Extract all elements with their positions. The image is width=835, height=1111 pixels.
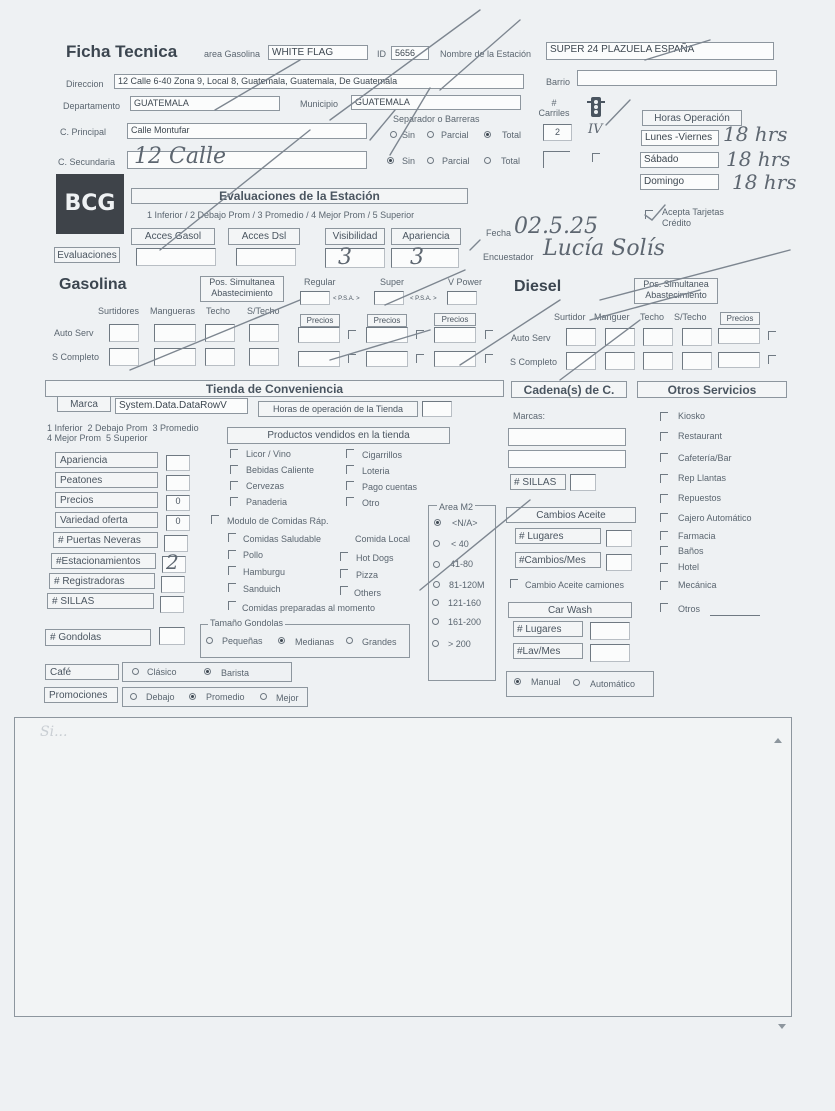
regular-label: Regular <box>304 277 336 287</box>
servicio-label: Cajero Automático <box>678 513 752 523</box>
form-title: Ficha Tecnica <box>66 42 178 61</box>
sabado-value: 18 hrs <box>726 147 791 171</box>
visibilidad-button[interactable]: Visibilidad <box>325 228 385 245</box>
domingo-value: 18 hrs <box>732 170 797 194</box>
departamento-field[interactable]: GUATEMALA <box>130 96 280 111</box>
marca-field[interactable]: System.Data.DataRowV <box>115 398 248 414</box>
secundaria-sin-label: Sin <box>402 156 416 166</box>
domingo-field[interactable]: Domingo <box>640 174 719 190</box>
manual-label: Manual <box>531 677 561 687</box>
area-option: 161-200 <box>448 617 482 627</box>
modulo-label: Modulo de Comidas Ráp. <box>227 516 329 526</box>
gasolina-title: Gasolina <box>59 276 127 293</box>
secundaria-label: C. Secundaria <box>58 157 116 167</box>
precios-vpower-button[interactable]: Precios <box>434 313 476 326</box>
sabado-field[interactable]: Sábado <box>640 152 719 168</box>
s-completo-label: S Completo <box>52 352 100 362</box>
cafe-label: Café <box>45 664 119 680</box>
diesel-auto-serv-label: Auto Serv <box>511 333 551 343</box>
producto-label: Bebidas Caliente <box>246 465 315 475</box>
rating-value[interactable]: 0 <box>166 515 190 531</box>
pollo-label: Pollo <box>243 550 264 560</box>
notes-textarea[interactable] <box>14 717 792 1017</box>
camiones-label: Cambio Aceite camiones <box>525 580 625 590</box>
servicio-label: Farmacia <box>678 531 716 541</box>
otros-title: Otros Servicios <box>637 381 787 398</box>
rating-value-handwritten: 2 <box>166 550 179 574</box>
tienda-scale: 1 Inferior 2 Debajo Prom 3 Promedio 4 Mejor Prom 5 Superior <box>47 423 199 443</box>
apariencia-value: 3 <box>410 245 424 270</box>
rating-label: #Estacionamientos <box>51 553 156 569</box>
rating-label: # Registradoras <box>49 573 155 589</box>
fecha-value: 02.5.25 <box>514 214 598 239</box>
area-field[interactable]: WHITE FLAG <box>268 45 368 60</box>
barista-label: Barista <box>221 668 250 678</box>
mejor-label: Mejor <box>276 693 299 703</box>
separador-label: Separador o Barreras <box>393 114 480 124</box>
carwash-title: Car Wash <box>508 602 632 618</box>
rating-value[interactable]: 0 <box>166 495 190 511</box>
id-field[interactable]: 5656 <box>391 46 429 60</box>
aceite-lugares-label: # Lugares <box>515 528 601 544</box>
lav-mes-label: #Lav/Mes <box>513 643 583 659</box>
acepta-label: Acepta Tarjetas Crédito <box>662 207 724 228</box>
visibilidad-value: 3 <box>338 245 352 270</box>
barrio-label: Barrio <box>546 77 571 87</box>
auto-serv-label: Auto Serv <box>54 328 94 338</box>
servicio-label: Repuestos <box>678 493 722 503</box>
principal-total-label: Total <box>502 130 522 140</box>
hot-dogs-label: Hot Dogs <box>356 553 394 563</box>
servicio-label: Kiosko <box>678 411 706 421</box>
gasolina-pos-button[interactable]: Pos. Simultanea Abastecimiento <box>200 276 284 302</box>
scroll-down-icon[interactable] <box>778 1024 786 1029</box>
servicio-label: Baños <box>678 546 704 556</box>
evaluaciones-title: Evaluaciones de la Estación <box>131 188 468 204</box>
saludable-label: Comidas Saludable <box>243 534 322 544</box>
precios-super-button[interactable]: Precios <box>367 314 407 327</box>
carriles-handwritten: IV <box>588 122 603 137</box>
comida-local-label: Comida Local <box>355 534 411 544</box>
producto-label: Cervezas <box>246 481 285 491</box>
servicio-label: Cafetería/Bar <box>678 453 732 463</box>
rating-label: Variedad oferta <box>55 512 158 528</box>
carriles-label: # Carriles <box>538 98 570 118</box>
automatico-label: Automático <box>590 679 636 689</box>
municipio-label: Municipio <box>300 99 339 109</box>
clasico-label: Clásico <box>147 667 177 677</box>
marca-label: Marca <box>57 396 111 412</box>
area-option: > 200 <box>448 639 471 649</box>
principal-parcial-label: Parcial <box>441 130 469 140</box>
rating-label: # Puertas Neveras <box>53 532 158 548</box>
hamburgu-label: Hamburgu <box>243 567 286 577</box>
acces-gasol-button[interactable]: Acces Gasol <box>131 228 215 245</box>
notes-handwritten: Si... <box>40 724 68 740</box>
secundaria-parcial-label: Parcial <box>442 156 470 166</box>
principal-sin-label: Sin <box>402 130 416 140</box>
apariencia-button[interactable]: Apariencia <box>391 228 461 245</box>
horas-title: Horas Operación <box>642 110 742 126</box>
rating-label: Apariencia <box>55 452 158 468</box>
sanduich-label: Sanduich <box>243 584 281 594</box>
principal-field[interactable]: Calle Montufar <box>127 123 367 139</box>
grandes-label: Grandes <box>362 637 397 647</box>
super-psa: < P.S.A. > <box>410 296 437 302</box>
horas-tienda-label: Horas de operación de la Tienda <box>258 401 418 417</box>
others-label: Others <box>354 588 382 598</box>
station-field[interactable]: SUPER 24 PLAZUELA ESPAÑA <box>546 42 774 60</box>
encuestador-label: Encuestador <box>483 252 534 262</box>
carwash-lugares-label: # Lugares <box>513 621 583 637</box>
fecha-label: Fecha <box>486 228 512 238</box>
lunes-value: 18 hrs <box>723 122 788 146</box>
servicio-label: Rep Llantas <box>678 473 727 483</box>
promociones-label: Promociones <box>44 687 118 703</box>
cambios-aceite-title: Cambios Aceite <box>506 507 636 523</box>
promedio-label: Promedio <box>206 692 245 702</box>
diesel-precios-button[interactable]: Precios <box>720 312 760 325</box>
servicio-label: Mecánica <box>678 580 717 590</box>
gondolas-label: # Gondolas <box>45 629 151 646</box>
lunes-field[interactable]: Lunes -Viernes <box>641 130 719 146</box>
vpower-label: V Power <box>448 277 483 287</box>
id-label: ID <box>377 49 386 59</box>
direccion-label: Direccion <box>66 79 104 89</box>
producto-label: Panaderia <box>246 497 288 507</box>
secundaria-handwritten: 12 Calle <box>134 144 227 169</box>
evaluaciones-button[interactable]: Evaluaciones <box>54 247 120 263</box>
rating-label: Peatones <box>55 472 158 488</box>
super-label: Super <box>380 277 405 287</box>
carriles-field[interactable]: 2 <box>543 124 572 141</box>
cadena-sillas-label: # SILLAS <box>510 474 566 490</box>
servicio-label: Hotel <box>678 562 700 572</box>
bcg-logo: BCG <box>56 174 124 234</box>
preparadas-label: Comidas preparadas al momento <box>242 603 376 613</box>
techo-label: Techo <box>206 306 231 316</box>
area-option: <N/A> <box>452 518 478 528</box>
servicio-label: Otros <box>678 604 701 614</box>
scroll-up-icon[interactable] <box>774 738 782 743</box>
stecho-label: S/Techo <box>247 306 280 316</box>
principal-label: C. Principal <box>60 127 107 137</box>
diesel-pos-button[interactable]: Pos. Simultanea Abastecimiento <box>634 278 718 304</box>
diesel-title: Diesel <box>514 278 562 295</box>
area-option: 41-80 <box>450 559 474 569</box>
acces-dsl-button[interactable]: Acces Dsl <box>228 228 300 245</box>
medianas-label: Medianas <box>295 637 335 647</box>
pizza-label: Pizza <box>356 570 379 580</box>
pequenas-label: Pequeñas <box>222 636 263 646</box>
producto-label: Otro <box>362 498 380 508</box>
debajo-label: Debajo <box>146 692 175 702</box>
cadena-title: Cadena(s) de C. <box>511 381 627 398</box>
diesel-stecho-label: S/Techo <box>674 312 707 322</box>
cambios-mes-label: #Cambios/Mes <box>515 552 601 568</box>
area-option: 81-120M <box>449 580 485 590</box>
area-option: 121-160 <box>448 598 482 608</box>
precios-regular-button[interactable]: Precios <box>300 314 340 327</box>
diesel-surtidor-label: Surtidor <box>554 312 586 322</box>
departamento-label: Departamento <box>63 101 121 111</box>
productos-title: Productos vendidos en la tienda <box>227 427 450 444</box>
municipio-field[interactable]: GUATEMALA <box>351 95 521 110</box>
diesel-manguer-label: Manguer <box>594 312 630 322</box>
evaluaciones-scale: 1 Inferior / 2 Debajo Prom / 3 Promedio / 4 Mejor Prom / 5 Superior <box>147 210 415 220</box>
producto-label: Licor / Vino <box>246 449 291 459</box>
station-label: Nombre de la Estación <box>440 49 532 59</box>
direccion-field[interactable]: 12 Calle 6-40 Zona 9, Local 8, Guatemala, Guatemala, De Guatemala <box>114 74 524 89</box>
regular-psa: < P.S.A. > <box>333 296 360 302</box>
diesel-s-completo-label: S Completo <box>510 357 558 367</box>
producto-label: Cigarrillos <box>362 450 403 460</box>
surtidores-label: Surtidores <box>98 306 140 316</box>
mangueras-label: Mangueras <box>150 306 196 316</box>
rating-label: Precios <box>55 492 158 508</box>
rating-label: # SILLAS <box>47 593 154 609</box>
area-label: area Gasolina <box>204 49 261 59</box>
servicio-label: Restaurant <box>678 431 723 441</box>
producto-label: Pago cuentas <box>362 482 418 492</box>
marcas-label: Marcas: <box>513 411 546 421</box>
tienda-title: Tienda de Conveniencia <box>45 380 504 397</box>
diesel-techo-label: Techo <box>640 312 665 322</box>
tamano-title: Tamaño Gondolas <box>210 618 284 628</box>
area-title: Area M2 <box>439 502 474 512</box>
area-option: < 40 <box>451 539 469 549</box>
producto-label: Loteria <box>362 466 390 476</box>
encuestador-value: Lucía Solís <box>543 236 665 261</box>
secundaria-total-label: Total <box>501 156 521 166</box>
